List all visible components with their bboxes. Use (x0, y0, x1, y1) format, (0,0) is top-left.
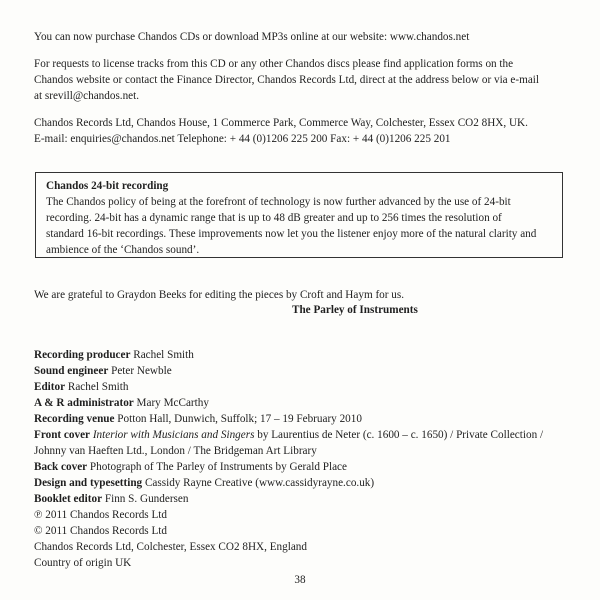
acknowledgement (34, 287, 574, 303)
recording-box-line: standard 16-bit recordings. These improvements now let you the listener enjoy more of the natural clarity and (46, 228, 537, 240)
license-line: at srevill@chandos.net. (34, 90, 140, 102)
credit-value: Cassidy Rayne Creative (www.cassidyrayne.co.uk) (144, 477, 375, 489)
credit-front-cover-continued: Johnny van Haeften Ltd., London / The Bridgeman Art Library (34, 445, 317, 457)
credit-value: Rachel Smith (133, 349, 194, 361)
credit-editor (34, 379, 574, 395)
credit-recording-producer (34, 347, 574, 363)
purchase-line: You can now purchase Chandos CDs or download MP3s online at our website: www.chandos.net (34, 31, 470, 43)
credit-value: Peter Newble (111, 365, 172, 377)
signature: The Parley of Instruments (292, 304, 418, 316)
license-line: Chandos website or contact the Finance Director, Chandos Records Ltd, direct at the address below or via e-mail (34, 74, 540, 86)
credit-label: Front cover (34, 429, 91, 441)
recording-box-title: Chandos 24-bit recording (46, 180, 169, 192)
credits-list (34, 347, 574, 571)
credit-value: Potton Hall, Dunwich, Suffolk; 17 – 19 February 2010 (117, 413, 362, 425)
credit-value: Photograph of The Parley of Instruments by Gerald Place (89, 461, 347, 473)
credit-label: A & R administrator (34, 397, 134, 409)
front-cover-title: Interior with Musicians and Singers (92, 429, 255, 441)
recording-box-line: ambience of the ‘Chandos sound’. (46, 244, 200, 256)
credit-label: Recording venue (34, 413, 115, 425)
credit-value: Rachel Smith (67, 381, 129, 393)
copyright: © 2011 Chandos Records Ltd (34, 525, 167, 537)
credit-front-cover (34, 427, 574, 443)
credit-value: Finn S. Gundersen (104, 493, 189, 505)
contact-line: E-mail: enquiries@chandos.net Telephone: + 44 (0)1206 225 200 Fax: + 44 (0)1206 225 201 (34, 133, 451, 145)
address-paragraph (34, 115, 574, 147)
credit-design (34, 475, 574, 491)
credit-value: Mary McCarthy (136, 397, 209, 409)
page-number: 38 (294, 574, 306, 586)
country-of-origin: Country of origin UK (34, 557, 132, 569)
license-line: For requests to license tracks from this CD or any other Chandos discs please find application forms on the (34, 58, 514, 70)
phonographic-copyright: ℗ 2011 Chandos Records Ltd (34, 509, 167, 521)
recording-box-line: The Chandos policy of being at the forefront of technology is now further advanced by the use of 24-bit (46, 196, 511, 208)
credit-label: Booklet editor (34, 493, 103, 505)
credit-recording-venue (34, 411, 574, 427)
credit-booklet-editor (34, 491, 574, 507)
credit-ar-administrator (34, 395, 574, 411)
credit-label: Design and typesetting (34, 477, 143, 489)
purchase-paragraph (34, 29, 574, 45)
license-paragraph (34, 56, 574, 104)
credit-label: Sound engineer (34, 365, 109, 377)
credit-back-cover (34, 459, 574, 475)
credit-label: Back cover (34, 461, 88, 473)
credit-value: by Laurentius de Neter (c. 1600 – c. 1650) / Private Collection / (257, 429, 544, 441)
label-address: Chandos Records Ltd, Colchester, Essex CO2 8HX, England (34, 541, 307, 553)
credit-label: Editor (34, 381, 66, 393)
recording-box-line: recording. 24-bit has a dynamic range that is up to 48 dB greater and up to 256 times the resolution of (46, 212, 502, 224)
recording-info-box (35, 172, 563, 258)
acknowledgement-text: We are grateful to Graydon Beeks for editing the pieces by Croft and Haym for us. (34, 289, 405, 301)
address-line: Chandos Records Ltd, Chandos House, 1 Commerce Park, Commerce Way, Colchester, Essex CO2 8HX, UK. (34, 117, 528, 129)
credit-sound-engineer (34, 363, 574, 379)
credit-label: Recording producer (34, 349, 131, 361)
